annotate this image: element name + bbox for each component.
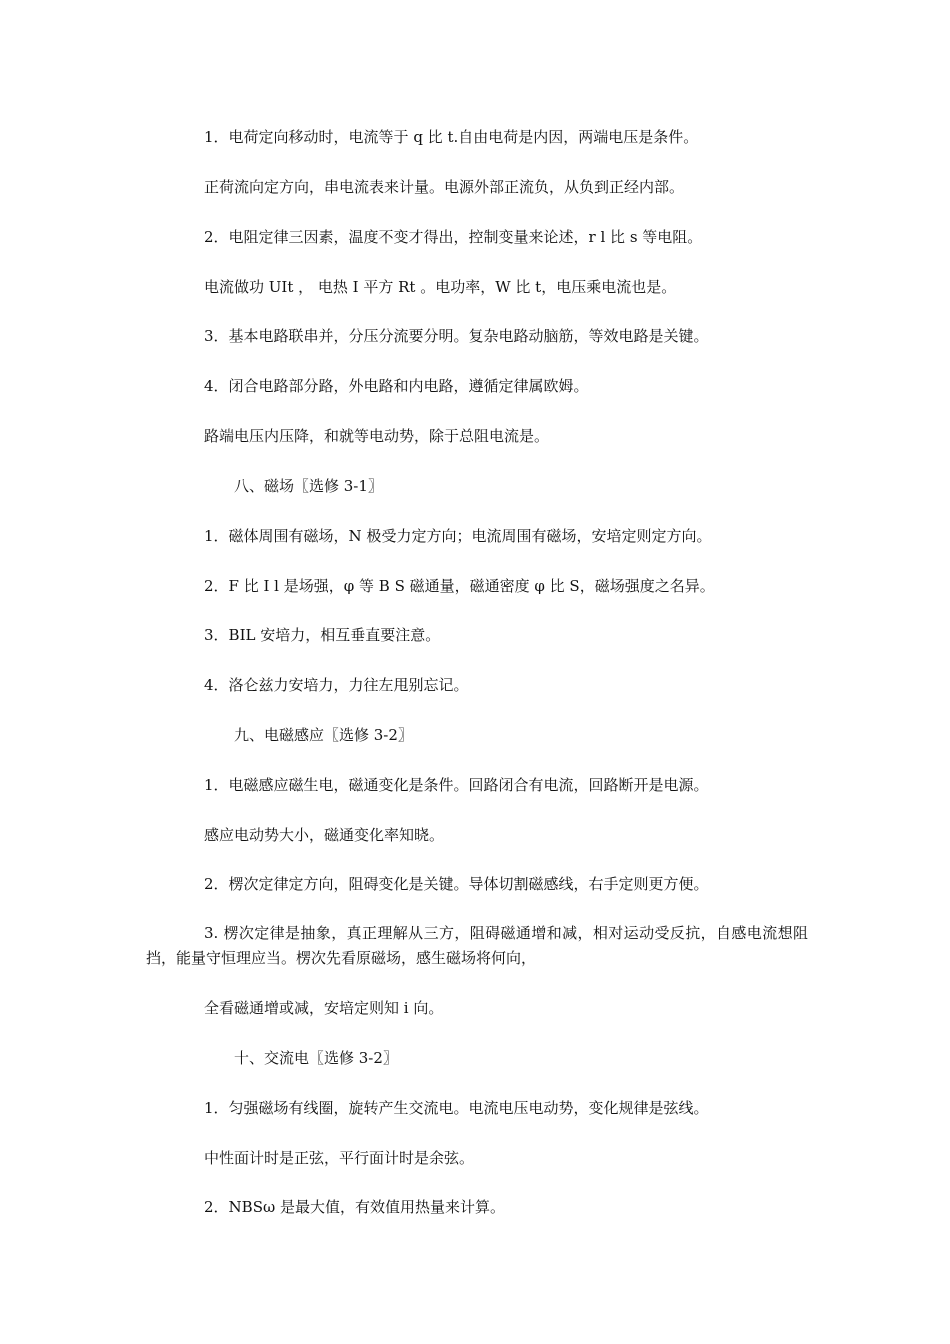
paragraph-lorentz-force: 4．洛仑兹力安培力，力往左甩别忘记。 bbox=[204, 676, 469, 694]
paragraph-ampere-force: 3．BIL 安培力，相互垂直要注意。 bbox=[204, 626, 441, 644]
paragraph-basic-circuits: 3．基本电路联串并，分压分流要分明。复杂电路动脑筋，等效电路是关键。 bbox=[204, 327, 709, 345]
paragraph-terminal-voltage: 路端电压内压降，和就等电动势，除于总阻电流是。 bbox=[204, 427, 550, 445]
paragraph-lenz-law-direction: 2．楞次定律定方向，阻碍变化是关键。导体切割磁感线，右手定则更方便。 bbox=[204, 875, 709, 893]
paragraph-closed-circuit: 4．闭合电路部分路，外电路和内电路，遵循定律属欧姆。 bbox=[204, 377, 589, 395]
section-heading-magnetic-field: 八、磁场〖选修 3-1〗 bbox=[234, 477, 383, 495]
paragraph-induction-condition: 1．电磁感应磁生电，磁通变化是条件。回路闭合有电流，回路断开是电源。 bbox=[204, 776, 709, 794]
paragraph-current-definition: 1．电荷定向移动时，电流等于 q 比 t.自由电荷是内因，两端电压是条件。 bbox=[204, 128, 699, 146]
paragraph-resistance-law: 2．电阻定律三因素，温度不变才得出，控制变量来论述，r l 比 s 等电阻。 bbox=[204, 228, 703, 246]
paragraph-lenz-law-understanding: 3. 楞次定律是抽象，真正理解从三方，阻碍磁通增和减，相对运动受反抗，自感电流想阻挡，能量守恒理应当。楞次先看原磁场，感生磁场将何向， bbox=[146, 924, 808, 967]
section-heading-alternating-current: 十、交流电〖选修 3-2〗 bbox=[234, 1049, 398, 1067]
paragraph-ac-phase: 中性面计时是正弦，平行面计时是余弦。 bbox=[204, 1149, 475, 1167]
paragraph-electric-work: 电流做功 UIt ， 电热 I 平方 Rt 。电功率，W 比 t，电压乘电流也是。 bbox=[204, 278, 677, 296]
paragraph-current-direction: 正荷流向定方向，串电流表来计量。电源外部正流负，从负到正经内部。 bbox=[204, 178, 685, 196]
paragraph-field-strength: 2．F 比 I l 是场强，φ 等 B S 磁通量，磁通密度 φ 比 S，磁场强度之名异。 bbox=[204, 577, 715, 595]
paragraph-ac-generation: 1．匀强磁场有线圈，旋转产生交流电。电流电压电动势，变化规律是弦线。 bbox=[204, 1099, 709, 1117]
paragraph-magnet-field: 1．磁体周围有磁场，N 极受力定方向；电流周围有磁场，安培定则定方向。 bbox=[204, 527, 712, 545]
paragraph-induced-emf: 感应电动势大小，磁通变化率知晓。 bbox=[204, 826, 445, 844]
paragraph-lenz-law-current: 全看磁通增或减，安培定则知 i 向。 bbox=[204, 999, 444, 1017]
section-heading-electromagnetic-induction: 九、电磁感应〖选修 3-2〗 bbox=[234, 726, 413, 744]
paragraph-ac-effective-value: 2．NBSω 是最大值，有效值用热量来计算。 bbox=[204, 1198, 505, 1216]
